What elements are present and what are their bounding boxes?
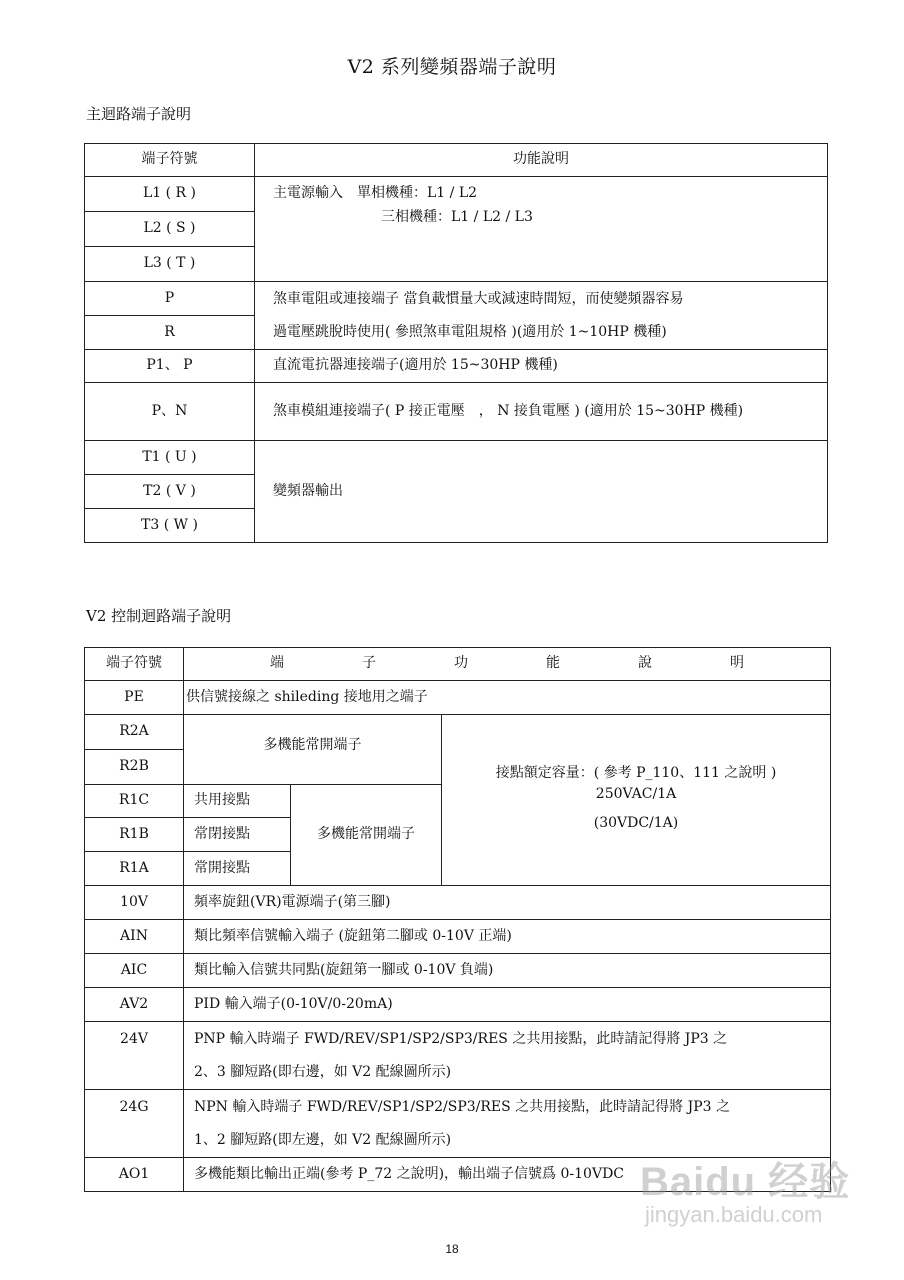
watermark — [630, 1150, 870, 1240]
function-cell: 類比頻率信號輸入端子 (旋鈕第二腳或 0-10V 正端) — [184, 920, 831, 954]
table-row — [85, 886, 831, 920]
main-circuit-table — [84, 143, 828, 543]
function-cell: 供信號接線之 shileding 接地用之端子 — [184, 681, 831, 715]
section-heading-main-circuit: 主迴路端子說明 — [86, 105, 192, 123]
terminal-cell: R1B — [85, 818, 184, 852]
terminal-cell: R — [85, 316, 255, 350]
terminal-cell: P、N — [85, 383, 255, 441]
terminal-cell: T2 ( V ) — [85, 475, 255, 509]
function-cell: 直流電抗器連接端子(適用於 15~30HP 機種) — [255, 350, 828, 383]
contact-type-cell: 常開接點 — [184, 852, 291, 886]
function-line: PNP 輸入時端子 FWD/REV/SP1/SP2/SP3/RES 之共用接點，此時請記得將 JP3 之 — [194, 1030, 728, 1047]
terminal-cell: PE — [85, 681, 184, 715]
function-cell: 變頻器輸出 — [255, 441, 828, 543]
function-cell: 煞車模組連接端子( P 接正電壓 ， N 接負電壓 ) (適用於 15~30HP 機種) — [255, 383, 828, 441]
function-cell: 頻率旋鈕(VR)電源端子(第三腳) — [184, 886, 831, 920]
section-heading-control-circuit: V2 控制迴路端子說明 — [86, 607, 232, 625]
terminal-cell: AV2 — [85, 988, 184, 1022]
header-char: 功 — [454, 655, 468, 672]
terminal-cell: T1 ( U ) — [85, 441, 255, 475]
control-circuit-table — [84, 647, 831, 1192]
table-row — [85, 177, 828, 212]
function-cell: PID 輸入端子(0-10V/0-20mA) — [184, 988, 831, 1022]
terminal-cell: P1、 P — [85, 350, 255, 383]
function-line: 三相機種：L1 / L2 / L3 — [381, 208, 533, 225]
terminal-cell: 10V — [85, 886, 184, 920]
header-char: 說 — [638, 655, 652, 672]
function-line: 主電源輸入 單相機種：L1 / L2 — [273, 185, 478, 201]
terminal-cell: AIC — [85, 954, 184, 988]
header-function — [184, 648, 831, 681]
function-line: 過電壓跳脫時使用( 參照煞車電阻規格 )(適用於 1~10HP 機種) — [273, 323, 667, 340]
terminal-cell: L1 ( R ) — [85, 177, 255, 212]
header-terminal: 端子符號 — [85, 648, 184, 681]
table-row — [85, 715, 831, 750]
function-cell — [255, 282, 828, 350]
contact-type-cell: 常閉接點 — [184, 818, 291, 852]
page-number: 18 — [445, 1242, 459, 1256]
table-header-row — [85, 648, 831, 681]
contact-type-cell: 共用接點 — [184, 785, 291, 818]
function-line: 煞車電阻或連接端子 當負載慣量大或減速時間短，而使變頻器容易 — [273, 290, 684, 307]
terminal-cell: L2 ( S ) — [85, 212, 255, 247]
table-row — [85, 1090, 831, 1158]
header-char: 能 — [546, 655, 560, 672]
table-row — [85, 282, 828, 316]
terminal-cell: R2B — [85, 750, 184, 785]
table-header-row — [85, 144, 828, 177]
table-row — [85, 681, 831, 715]
rating-line: 250VAC/1A — [595, 785, 677, 802]
function-cell: 多機能常開端子 — [184, 715, 442, 785]
header-terminal: 端子符號 — [85, 144, 255, 177]
rating-line: 接點額定容量：( 參考 P_110、111 之說明 ) — [495, 765, 777, 781]
page-title: V2 系列變頻器端子說明 — [347, 56, 557, 78]
function-cell — [184, 1090, 831, 1158]
function-cell — [255, 177, 828, 282]
header-function: 功能說明 — [255, 144, 828, 177]
watermark-logo: Baidu 经验 — [640, 1160, 851, 1204]
table-row — [85, 920, 831, 954]
function-line: 2、3 腳短路(即右邊，如 V2 配線圖所示) — [194, 1063, 452, 1080]
rating-line: (30VDC/1A) — [593, 815, 679, 831]
header-char: 端 — [270, 655, 284, 672]
terminal-cell: R1A — [85, 852, 184, 886]
watermark-url: jingyan.baidu.com — [645, 1202, 823, 1227]
terminal-cell: R1C — [85, 785, 184, 818]
table-row — [85, 988, 831, 1022]
function-line: 1、2 腳短路(即左邊，如 V2 配線圖所示) — [194, 1131, 452, 1148]
terminal-cell: 24G — [85, 1090, 184, 1158]
table-row — [85, 383, 828, 441]
header-char: 子 — [362, 655, 376, 672]
terminal-cell: R2A — [85, 715, 184, 750]
table-row — [85, 350, 828, 383]
function-cell: 多機能類比輸出正端(參考 P_72 之說明)，輸出端子信號爲 0-10VDC — [184, 1158, 831, 1192]
function-cell — [184, 1022, 831, 1090]
terminal-cell: 24V — [85, 1022, 184, 1090]
function-cell: 類比輸入信號共同點(旋鈕第一腳或 0-10V 負端) — [184, 954, 831, 988]
table-row — [85, 441, 828, 475]
header-char: 明 — [730, 655, 744, 672]
terminal-cell: L3 ( T ) — [85, 247, 255, 282]
contact-rating-cell — [442, 715, 831, 886]
function-line: NPN 輸入時端子 FWD/REV/SP1/SP2/SP3/RES 之共用接點，此時請記得將 JP3 之 — [194, 1098, 730, 1115]
terminal-cell: AO1 — [85, 1158, 184, 1192]
terminal-cell: T3 ( W ) — [85, 509, 255, 543]
terminal-cell: AIN — [85, 920, 184, 954]
table-row — [85, 1022, 831, 1090]
terminal-cell: P — [85, 282, 255, 316]
table-row — [85, 954, 831, 988]
function-cell: 多機能常開端子 — [291, 785, 442, 886]
